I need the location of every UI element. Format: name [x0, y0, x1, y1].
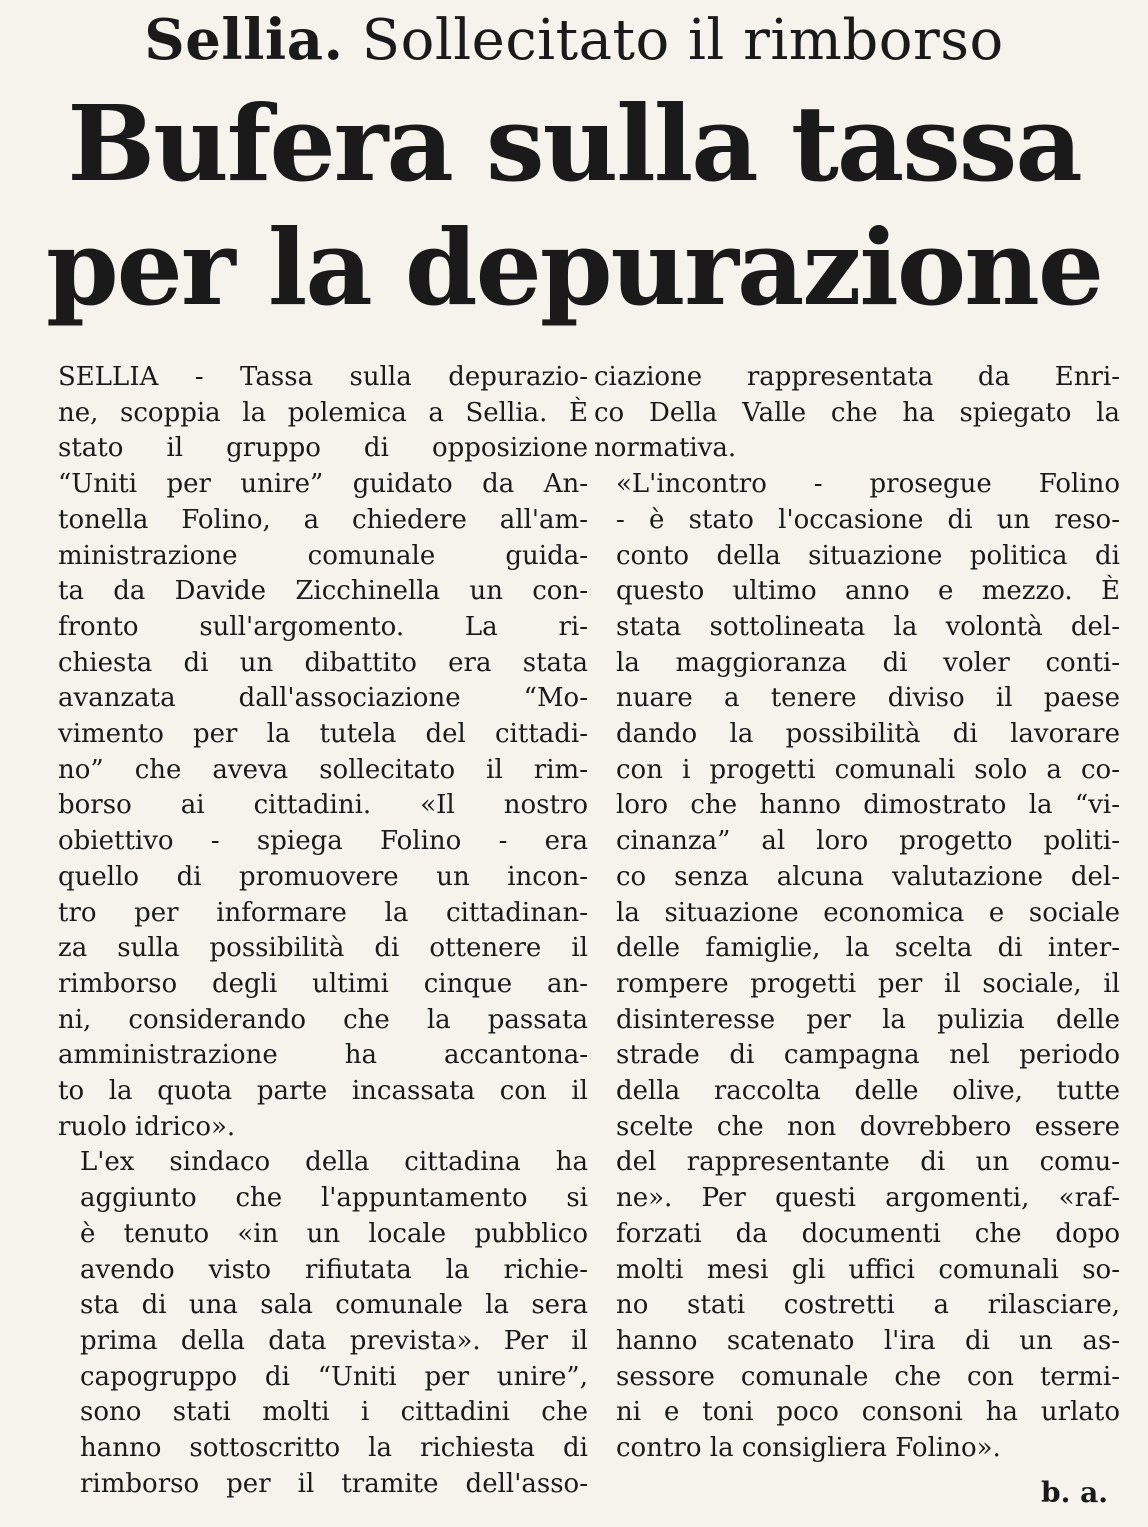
headline-line-2: per la depurazione — [45, 206, 1103, 329]
text-line: la maggioranza di voler conti- — [616, 647, 1120, 678]
text-line: ta da Davide Zicchinella un con- — [58, 576, 588, 607]
text-line: - è stato l'occasione di un reso- — [616, 504, 1120, 535]
text-line: conto della situazione politica di — [616, 540, 1120, 571]
headline-line-1: Bufera sulla tassa — [67, 82, 1081, 205]
text-line: co senza alcuna valutazione del- — [616, 861, 1120, 892]
text-line: ruolo idrico». — [58, 1111, 236, 1142]
right-paragraph-2 — [594, 467, 1120, 1467]
text-line: no” che aveva sollecitato il rim- — [58, 754, 588, 785]
text-line: tonella Folino, a chiedere all'am- — [58, 504, 588, 535]
left-column — [58, 360, 588, 1503]
text-line: disinteresse per la pulizia delle — [616, 1004, 1120, 1035]
text-line: L'ex sindaco della cittadina ha — [80, 1147, 588, 1178]
text-line: sessore comunale che con termi- — [616, 1361, 1120, 1392]
text-line: dando la possibilità di lavorare — [616, 719, 1120, 750]
text-line: della raccolta delle olive, tutte — [616, 1076, 1120, 1107]
text-line: forzati da documenti che dopo — [616, 1218, 1120, 1249]
text-line: ne, scoppia la polemica a Sellia. È — [58, 397, 588, 428]
text-line: sono stati molti i cittadini che — [80, 1397, 588, 1428]
text-line: ministrazione comunale guida- — [58, 540, 588, 571]
text-line: contro la consigliera Folino». — [616, 1433, 1001, 1464]
text-line: con i progetti comunali solo a co- — [616, 754, 1120, 785]
text-line: “Uniti per unire” guidato da An- — [58, 469, 588, 500]
kicker-subtitle: Sollecitato il rimborso — [361, 8, 1004, 73]
text-line: stato il gruppo di opposizione — [58, 433, 588, 464]
text-line: delle famiglie, la scelta di inter- — [616, 933, 1120, 964]
kicker — [0, 4, 1148, 77]
text-line: cinanza” al loro progetto politi- — [616, 826, 1120, 857]
left-paragraph-1 — [58, 360, 588, 1145]
author-signature: b. a. — [1041, 1476, 1108, 1509]
text-line: prima della data prevista». Per il — [80, 1325, 588, 1356]
text-line: hanno scatenato l'ira di un as- — [616, 1325, 1120, 1356]
text-line: stata sottolineata la volontà del- — [616, 611, 1120, 642]
text-line: ciazione rappresentata da Enri- — [594, 362, 1120, 392]
text-line: amministrazione ha accantona- — [58, 1040, 588, 1071]
text-line: rimborso per il tramite dell'asso- — [80, 1468, 588, 1499]
text-line: scelte che non dovrebbero essere — [616, 1111, 1120, 1142]
text-line: chiesta di un dibattito era stata — [58, 647, 588, 678]
kicker-place: Sellia. — [144, 7, 344, 73]
text-line: no stati costretti a rilasciare, — [616, 1290, 1120, 1321]
text-line: del rappresentante di un comu- — [616, 1147, 1120, 1178]
text-line: molti mesi gli uffici comunali so- — [616, 1254, 1120, 1285]
text-line: SELLIA - Tassa sulla depurazio- — [58, 362, 588, 392]
text-line: obiettivo - spiega Folino - era — [58, 826, 588, 857]
text-line: rompere progetti per il sociale, il — [616, 968, 1120, 999]
text-line: è tenuto «in un locale pubblico — [80, 1218, 588, 1249]
text-line: za sulla possibilità di ottenere il — [58, 933, 588, 964]
text-line: rimborso degli ultimi cinque an- — [58, 968, 588, 999]
text-line: avendo visto rifiutata la richie- — [80, 1254, 588, 1285]
text-line: quello di promuovere un incon- — [58, 861, 588, 892]
text-line: avanzata dall'associazione “Mo- — [58, 683, 588, 714]
text-line: ne». Per questi argomenti, «raf- — [616, 1183, 1120, 1214]
text-line: normativa. — [594, 433, 737, 464]
text-line: sta di una sala comunale la sera — [80, 1290, 588, 1321]
right-column — [594, 360, 1120, 1467]
text-line: ni e toni poco consoni ha urlato — [616, 1397, 1120, 1428]
text-line: hanno sottoscritto la richiesta di — [80, 1433, 588, 1464]
text-line: «L'incontro - prosegue Folino — [616, 469, 1120, 500]
text-line: fronto sull'argomento. La ri- — [58, 611, 588, 642]
text-line: borso ai cittadini. «Il nostro — [58, 790, 588, 821]
text-line: ni, considerando che la passata — [58, 1004, 588, 1035]
text-line: strade di campagna nel periodo — [616, 1040, 1120, 1071]
text-line: co Della Valle che ha spiegato la — [594, 397, 1120, 428]
text-line: la situazione economica e sociale — [616, 897, 1120, 928]
left-paragraph-2 — [58, 1145, 588, 1502]
text-line: questo ultimo anno e mezzo. È — [616, 576, 1120, 607]
text-line: vimento per la tutela del cittadi- — [58, 719, 588, 750]
text-line: aggiunto che l'appuntamento si — [80, 1183, 588, 1214]
text-line: capogruppo di “Uniti per unire”, — [80, 1361, 588, 1392]
text-line: tro per informare la cittadinan- — [58, 897, 588, 928]
text-line: nuare a tenere diviso il paese — [616, 683, 1120, 714]
text-line: loro che hanno dimostrato la “vi- — [616, 790, 1120, 821]
text-line: to la quota parte incassata con il — [58, 1076, 588, 1107]
right-paragraph-1 — [594, 360, 1120, 467]
headline — [0, 82, 1148, 330]
